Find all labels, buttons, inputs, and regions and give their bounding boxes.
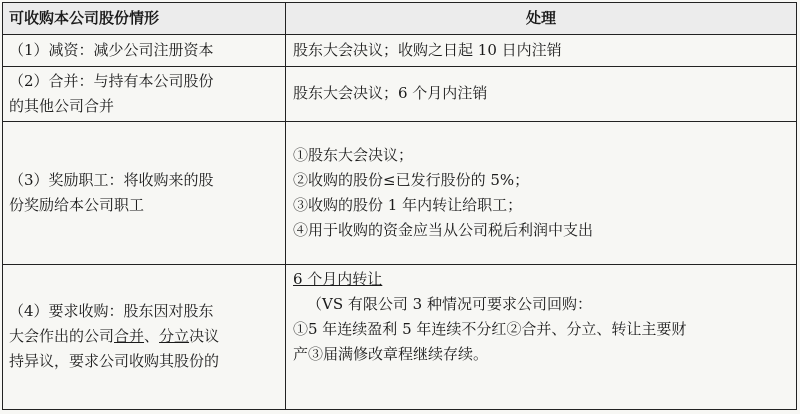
share-repurchase-table [2,2,797,410]
handling-text: 股东大会决议；6 个月内注销 [293,84,488,103]
handling-cell [286,35,797,67]
situation-cell [3,264,286,409]
separator: 、 [144,327,160,346]
situation-text: 份奖励给本公司职工 [9,195,145,214]
handling-item: ①股东大会决议； [293,145,414,164]
situation-text: 持异议，要求公司收购其股份的 [9,352,220,371]
handling-cell [286,121,797,264]
handling-note: （VS 有限公司 3 种情况可要求公司回购： [307,294,592,313]
table-row-2 [3,67,797,121]
situation-text-part: 大会作出的公司 [9,327,115,346]
handling-cell [286,67,797,121]
table-row-4 [3,264,797,409]
table-header-row [3,3,797,35]
situation-cell [3,35,286,67]
situation-text-part: 决议 [189,327,220,346]
header-situation: 可收购本公司股份情形 [3,3,286,35]
handling-text: 股东大会决议；收购之日起 10 日内注销 [293,41,562,60]
situation-cell [3,121,286,264]
handling-note: ①5 年连续盈利 5 年连续不分红②合并、分立、转让主要财 [293,319,687,338]
situation-text: （3）奖励职工：将收购来的股 [9,170,214,189]
underlined-term-merger: 合并 [114,327,145,346]
table-row-1 [3,35,797,67]
situation-text: （4）要求收购：股东因对股东 [9,302,214,321]
handling-item: ③收购的股份 1 年内转让给职工； [293,195,523,214]
situation-text: 的其他公司合并 [9,96,115,115]
situation-text: （2）合并：与持有本公司股份 [9,71,214,90]
situation-text [9,324,279,349]
situation-text: （1）减资：减少公司注册资本 [9,41,214,60]
underlined-term-division: 分立 [159,327,190,346]
handling-headline: 6 个月内转让 [293,269,383,288]
handling-note: 产③届满修改章程继续存续。 [293,344,489,363]
header-handling: 处理 [286,3,797,35]
handling-item: ④用于收购的资金应当从公司税后利润中支出 [293,220,594,239]
handling-item: ②收购的股份≤已发行股份的 5%； [293,170,530,189]
handling-cell [286,264,797,409]
situation-cell [3,67,286,121]
table-row-3 [3,121,797,264]
